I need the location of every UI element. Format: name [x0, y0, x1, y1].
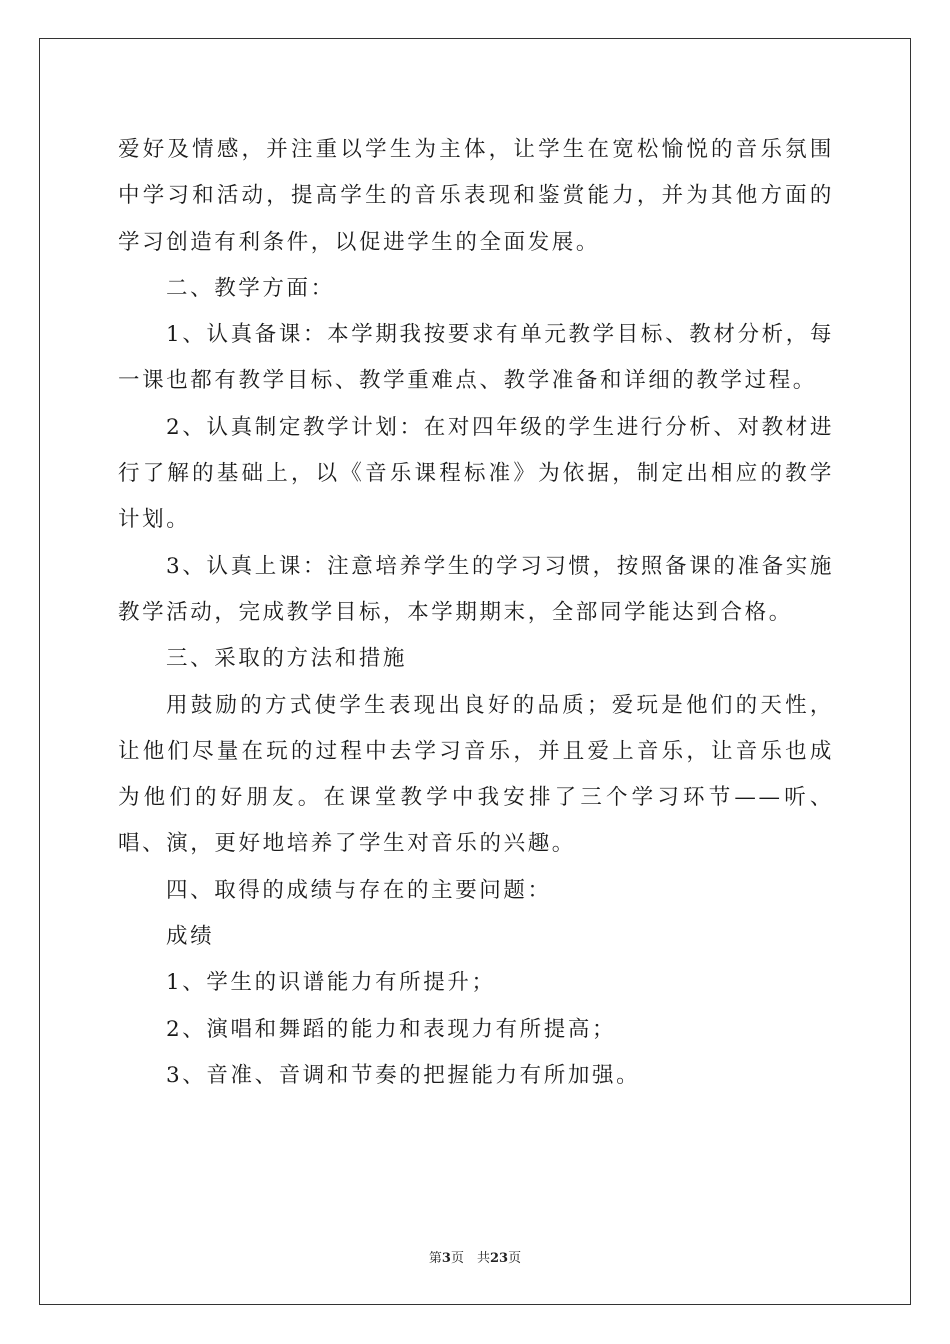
footer-total-pages: 23	[489, 1251, 509, 1266]
footer-prefix: 第	[428, 1251, 442, 1266]
subheading-achievements: 成绩	[166, 924, 215, 950]
footer-page-number: 3	[441, 1251, 451, 1266]
list-item: 3、音准、音调和节奏的把握能力有所加强。	[166, 1062, 641, 1088]
paragraph-continuation: 爱好及情感，并注重以学生为主体，让学生在宽松愉悦的音乐氛围中学习和活动，提高学生的音乐表现和鉴赏能力，并为其他方面的学习创造有利条件，以促进学生的全面发展。	[118, 137, 834, 255]
list-item: 2、演唱和舞蹈的能力和表现力有所提高；	[166, 1016, 617, 1042]
page-footer	[0, 1247, 950, 1266]
heading-teaching: 二、教学方面：	[166, 275, 335, 301]
document-body	[118, 127, 834, 1099]
heading-methods: 三、采取的方法和措施	[166, 646, 408, 672]
footer-middle: 页 共	[450, 1251, 490, 1266]
heading-results: 四、取得的成绩与存在的主要问题：	[166, 877, 552, 903]
paragraph-teaching-plan: 2、认真制定教学计划：在对四年级的学生进行分析、对教材进行了解的基础上，以《音乐课程标准》为依据，制定出相应的教学计划。	[118, 414, 834, 533]
paragraph-lesson-prep: 1、认真备课：本学期我按要求有单元教学目标、教材分析，每一课也都有教学目标、教学重难点、教学准备和详细的教学过程。	[118, 322, 834, 394]
list-item: 1、学生的识谱能力有所提升；	[166, 970, 496, 996]
paragraph-methods: 用鼓励的方式使学生表现出良好的品质；爱玩是他们的天性，让他们尽量在玩的过程中去学习音乐，并且爱上音乐，让音乐也成为他们的好朋友。在课堂教学中我安排了三个学习环节——听、唱、演，更好地培养了学生对音乐的兴趣。	[118, 692, 834, 857]
paragraph-class: 3、认真上课：注意培养学生的学习习惯，按照备课的准备实施教学活动，完成教学目标，本学期期末，全部同学能达到合格。	[118, 553, 834, 625]
footer-suffix: 页	[508, 1251, 522, 1266]
